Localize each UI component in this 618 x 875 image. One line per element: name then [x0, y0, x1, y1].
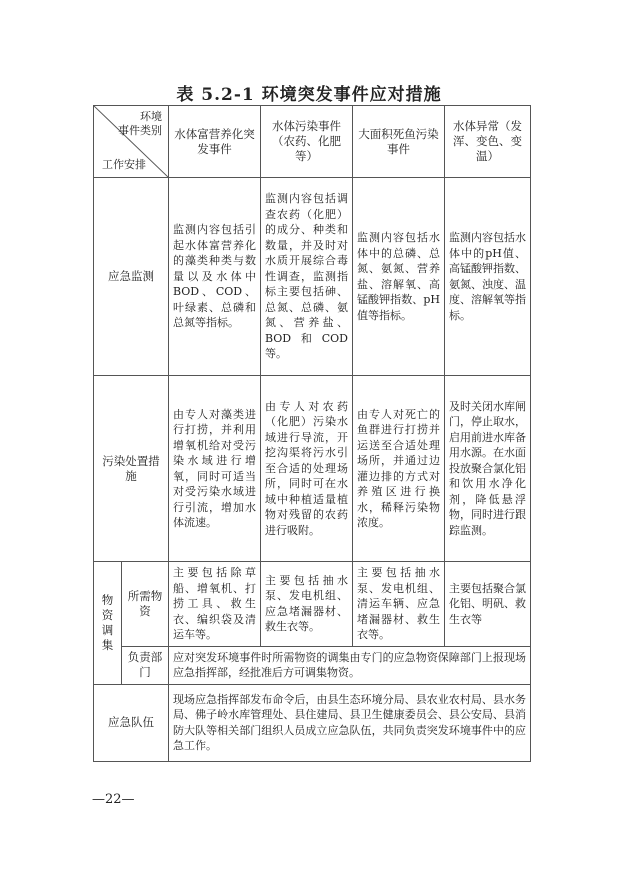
team-row — [94, 684, 531, 761]
materials-dept-row — [94, 646, 531, 684]
materials-dept-text: 应对突发环境事件时所需物资的调集由专门的应急物资保障部门上报现场应急指挥部，经批准后方可调集物资。 — [169, 646, 531, 684]
row-label-materials: 物资调集 — [94, 562, 122, 685]
row-label-team: 应急队伍 — [94, 684, 169, 761]
disposal-c2: 由专人对农药（化肥）污染水域进行导流，开挖沟渠将污水引至合适的处理场所，同时可在水域中种植适量植物对残留的农药进行吸附。 — [261, 376, 353, 562]
monitoring-row — [94, 178, 531, 376]
disposal-c3: 由专人对死亡的鱼群进行打捞并运送至合适处理场所，并通过边灌边排的方式对养殖区进行换水，稀释污染物浓度。 — [353, 376, 445, 562]
team-text: 现场应急指挥部发布命令后，由县生态环境分局、县农业农村局、县水务局、佛子岭水库管理处、县住建局、县卫生健康委员会、县公安局、县消防大队等相关部门组织人员成立应急队伍，共同负责突发环境事件中的应急工作。 — [169, 684, 531, 761]
disposal-c1: 由专人对藻类进行打捞，并利用增氧机给对受污染水域进行增氧，同时可适当对受污染水域进行引流，增加水体流速。 — [169, 376, 261, 562]
materials-needed-row — [94, 562, 531, 647]
corner-top-label: 环境 事件类别 — [118, 110, 162, 137]
header-row — [94, 106, 531, 178]
materials-c4: 主要包括聚合氯化铝、明矾、救生衣等 — [445, 562, 531, 647]
measures-table — [93, 105, 531, 762]
row-label-needed: 所需物资 — [122, 562, 169, 647]
materials-c2: 主要包括抽水泵、发电机组、应急堵漏器材、救生衣等。 — [261, 562, 353, 647]
row-label-monitoring: 应急监测 — [94, 178, 169, 376]
col-header-dead-fish: 大面积死鱼污染事件 — [353, 106, 445, 178]
monitoring-c3: 监测内容包括水体中的总磷、总氮、氨氮、营养盐、溶解氧、高锰酸钾指数、pH值等指标。 — [353, 178, 445, 376]
disposal-row — [94, 376, 531, 562]
corner-bottom-label: 工作安排 — [102, 158, 146, 171]
col-header-water-anomaly: 水体异常（发浑、变色、变温） — [445, 106, 531, 178]
col-header-pollution: 水体污染事件（农药、化肥等） — [261, 106, 353, 178]
page-number: —22— — [92, 792, 135, 807]
materials-c3: 主要包括抽水泵、发电机组、清运车辆、应急堵漏器材、救生衣等。 — [353, 562, 445, 647]
monitoring-c2: 监测内容包括调查农药（化肥）的成分、种类和数量，并及时对水质开展综合毒性调查，监测指标主要包括砷、总氮、总磷、氨氮、营养盐、BOD和COD等。 — [261, 178, 353, 376]
row-label-disposal: 污染处置措施 — [94, 376, 169, 562]
col-header-eutrophication: 水体富营养化突发事件 — [169, 106, 261, 178]
monitoring-c4: 监测内容包括水体中的pH值、高锰酸钾指数、氨氮、浊度、温度、溶解氧等指标。 — [445, 178, 531, 376]
corner-header — [94, 106, 169, 178]
monitoring-c1: 监测内容包括引起水体富营养化的藻类种类与数量以及水体中BOD、COD、叶绿素、总磷和总氮等指标。 — [169, 178, 261, 376]
disposal-c4: 及时关闭水库闸门，停止取水，启用前进水库备用水源。在水面投放聚合氯化铝和饮用水净化剂，降低悬浮物，同时进行跟踪监测。 — [445, 376, 531, 562]
materials-c1: 主要包括除草船、增氧机、打捞工具、救生衣、编织袋及清运车等。 — [169, 562, 261, 647]
table-title: 表 5.2-1 环境突发事件应对措施 — [176, 85, 442, 105]
row-label-dept: 负责部门 — [122, 646, 169, 684]
